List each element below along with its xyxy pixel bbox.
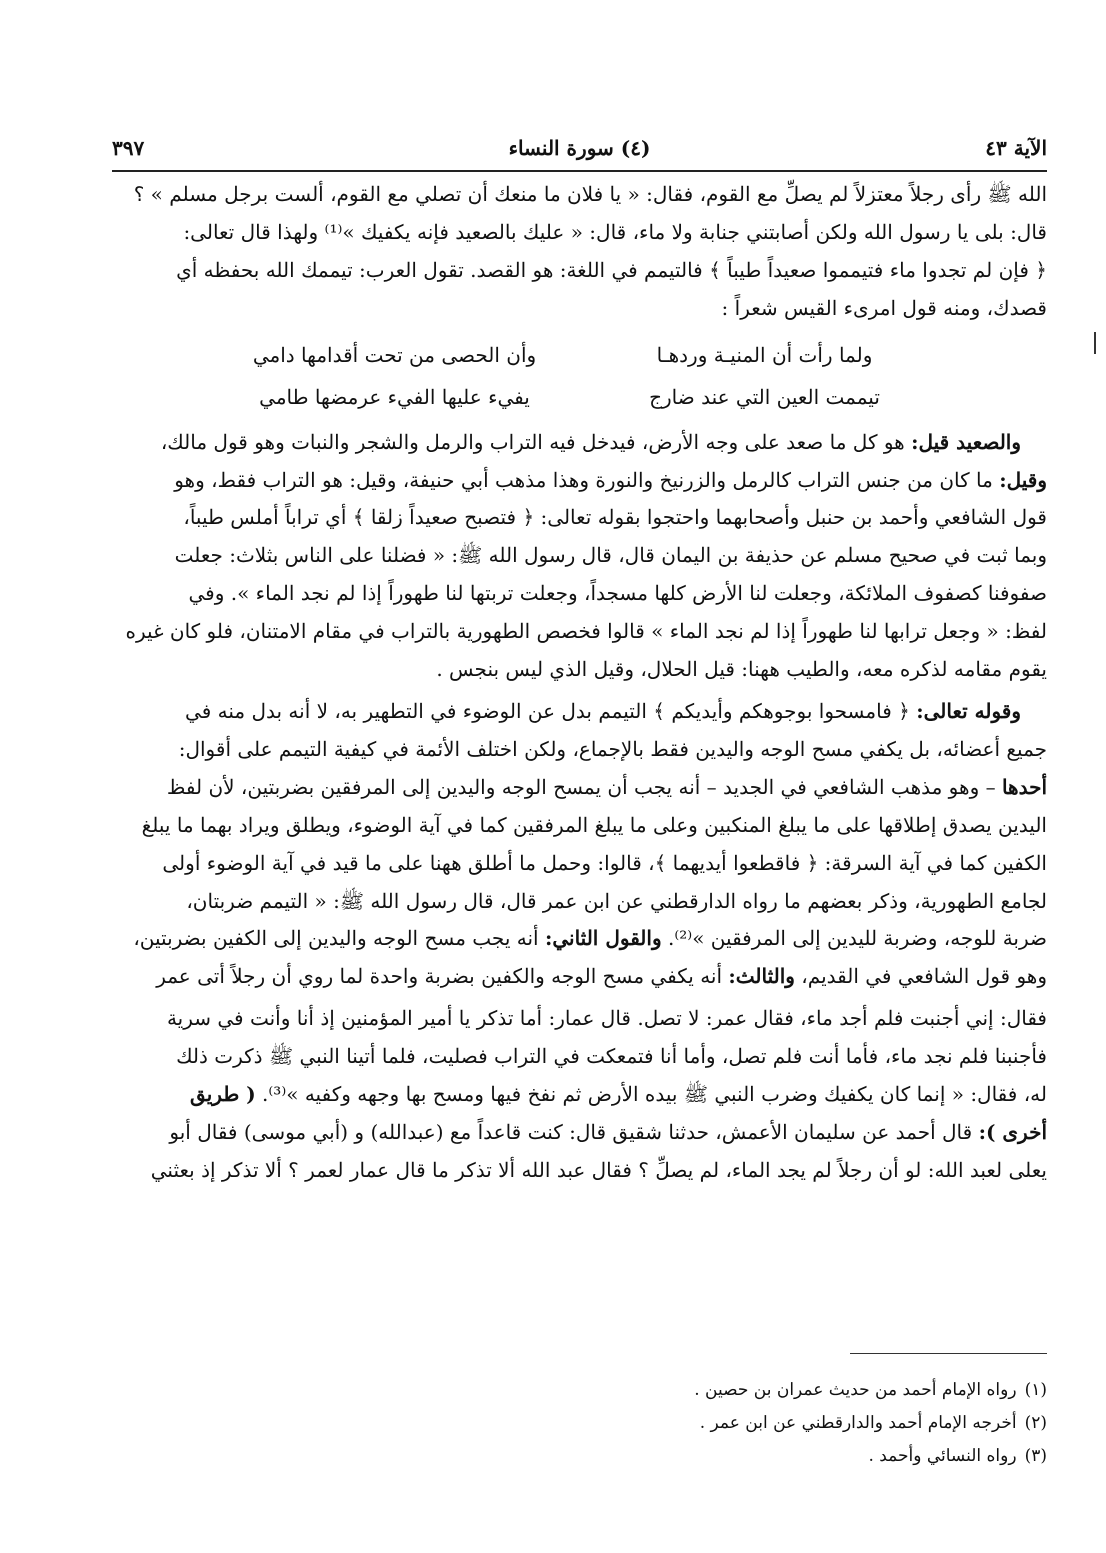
keyword: أخرى ): [978, 1119, 1047, 1144]
keyword: والقول الثاني: [544, 926, 662, 951]
text-line: وهو قول الشافعي في القديم، والثالث: أنه يكفي مسح الوجه والكفين بضربة واحدة لما روي أن رجلاً أتى عمر [156, 964, 1047, 989]
running-header [112, 128, 1047, 168]
text-line: أحدها – وهو مذهب الشافعي في الجديد – أنه يجب أن يمسح الوجه واليدين إلى المرفقين بضربتين، لأن لفظ [166, 774, 1047, 799]
text-line: والصعيد قيل: هو كل ما صعد على وجه الأرض، فيدخل فيه التراب والرمل والشجر والنبات وهو قول مالك، [160, 429, 1021, 454]
keyword: وقوله تعالى: [916, 698, 1021, 723]
text-line: لجامع الطهورية، وذكر بعضهم ما رواه الدارقطني عن ابن عمر قال، قال رسول الله ﷺ: « التيمم ضربتان، [186, 888, 1047, 913]
surah-title: (٤) سورة النساء [508, 136, 651, 160]
keyword: والصعيد قيل: [911, 429, 1021, 454]
keyword: والثالث: [728, 964, 795, 989]
keyword: ( طريق [190, 1082, 256, 1107]
text-line: له، فقال: « إنما كان يكفيك وضرب النبي ﷺ بيده الأرض ثم نفخ فيها ومسح بها وجهه وكفيه »⁽³⁾. ( طريق [190, 1082, 1047, 1107]
text-line: وبما ثبت في صحيح مسلم عن حذيفة بن اليمان قال، قال رسول الله ﷺ: « فضلنا على الناس بثلاث: جعلت [174, 543, 1047, 568]
text-line: أخرى ): قال أحمد عن سليمان الأعمش، حدثنا شقيق قال: كنت قاعداً مع (عبدالله) و (أبي موسى) فقال أبو [169, 1119, 1047, 1144]
text-line: الكفين كما في آية السرقة: ﴿ فاقطعوا أيديهما ﴾، قالوا: وحمل ما أطلق ههنا على ما قيد في آية الوضوء أولى [162, 850, 1047, 875]
text-line: يعلى لعبد الله: لو أن رجلاً لم يجد الماء، لم يصلِّ ؟ فقال عبد الله ألا تذكر ما قال عمار لعمر ؟ ألا تذكر إذ بعثني [150, 1157, 1047, 1182]
text-line: الله ﷺ رأى رجلاً معتزلاً لم يصلِّ مع القوم، فقال: « يا فلان ما منعك أن تصلي مع القوم، ألست برجل مسلم » ؟ [133, 182, 1047, 206]
footnote-text: رواه الإمام أحمد من حديث عمران بن حصين . [694, 1380, 1017, 1400]
poem [112, 334, 1047, 418]
footnote-text: أخرجه الإمام أحمد والدارقطني عن ابن عمر . [699, 1413, 1017, 1433]
footnote [112, 1440, 1047, 1473]
footnote-number: (١) [1024, 1380, 1047, 1400]
text-line: ضربة للوجه، وضربة لليدين إلى المرفقين »⁽²⁾. والقول الثاني: أنه يجب مسح الوجه واليدين إلى الكفين بضربتين، [133, 926, 1047, 951]
footnote-text: رواه النسائي وأحمد . [868, 1446, 1017, 1466]
footnote [112, 1407, 1047, 1440]
text-line: قول الشافعي وأحمد بن حنبل وأصحابهما واحتجوا بقوله تعالى: ﴿ فتصبح صعيداً زلقا ﴾ أي تراباً أملس طيباً، [183, 505, 1047, 530]
text-line: لفظ: « وجعل ترابها لنا طهوراً إذا لم نجد الماء » قالوا فخصص الطهورية بالتراب في مقام الامتنان، فلو كان غيره [125, 619, 1047, 644]
footnote [112, 1374, 1047, 1407]
page-number: ٣٩٧ [112, 136, 145, 160]
margin-mark [1094, 332, 1096, 354]
text-line: قصدك، ومنه قول امرىء القيس شعراً : [721, 295, 1047, 320]
verse-second-hemistich: وأن الحصى من تحت أقدامها دامي [252, 342, 537, 367]
footnotes [112, 1374, 1047, 1473]
footnote-number: (٢) [1024, 1413, 1047, 1433]
footnote-number: (٣) [1024, 1446, 1047, 1466]
verse-number: الآية ٤٣ [985, 136, 1047, 160]
poem-verse [112, 334, 1047, 376]
text-line: جميع أعضائه، بل يكفي مسح الوجه واليدين فقط بالإجماع، ولكن اختلف الأئمة في كيفية التيمم على أقوال: [178, 736, 1047, 761]
keyword: وقيل: [999, 467, 1047, 492]
header-rule [112, 170, 1047, 172]
text-line: فقال: إني أجنبت فلم أجد ماء، فقال عمر: لا تصل. قال عمار: أما تذكر يا أمير المؤمنين إذ أنا وأنت في سرية [166, 1006, 1047, 1031]
text-line: قال: بلى يا رسول الله ولكن أصابتني جنابة ولا ماء، قال: « عليك بالصعيد فإنه يكفيك »⁽¹⁾ ولهذا قال تعالى: [183, 219, 1047, 244]
keyword: أحدها [1001, 774, 1047, 799]
verse-first-hemistich: ولما رأت أن المنيـة وردهـا [656, 342, 873, 367]
text-line: وقوله تعالى: ﴿ فامسحوا بوجوهكم وأيديكم ﴾ التيمم بدل عن الوضوء في التطهير به، لا أنه بدل منه في [185, 698, 1021, 723]
poem-verse [112, 376, 1047, 418]
main-text [112, 176, 1047, 1190]
verse-second-hemistich: يفيء عليها الفيء عرمضها طامي [259, 384, 530, 409]
text-line: اليدين يصدق إطلاقها على ما يبلغ المنكبين وعلى ما يبلغ المرفقين كما في آية الوضوء، ويطلق ويراد بهما ما يبلغ [141, 812, 1047, 837]
text-line: وقيل: ما كان من جنس التراب كالرمل والزرنيخ والنورة وهذا مذهب أبي حنيفة، وقيل: هو التراب فقط، وهو [174, 467, 1047, 492]
text-line: صفوفنا كصفوف الملائكة، وجعلت لنا الأرض كلها مسجداً، وجعلت تربتها لنا طهوراً إذا لم نجد الماء ». وفي [188, 581, 1047, 606]
footnote-rule [850, 1353, 1047, 1354]
verse-first-hemistich: تيممت العين التي عند ضارج [649, 384, 880, 409]
text-line: ﴿ فإن لم تجدوا ماء فتيمموا صعيداً طيباً ﴾ فالتيمم في اللغة: هو القصد. تقول العرب: تيممك الله بحفظه أي [176, 257, 1047, 282]
text-line: يقوم مقامه لذكره معه، والطيب ههنا: قيل الحلال، وقيل الذي ليس بنجس . [436, 657, 1047, 682]
text-line: فأجنبنا فلم نجد ماء، فأما أنت فلم تصل، وأما أنا فتمعكت في التراب فصليت، فلما أتينا النبي ﷺ ذكرت ذلك [176, 1044, 1047, 1069]
